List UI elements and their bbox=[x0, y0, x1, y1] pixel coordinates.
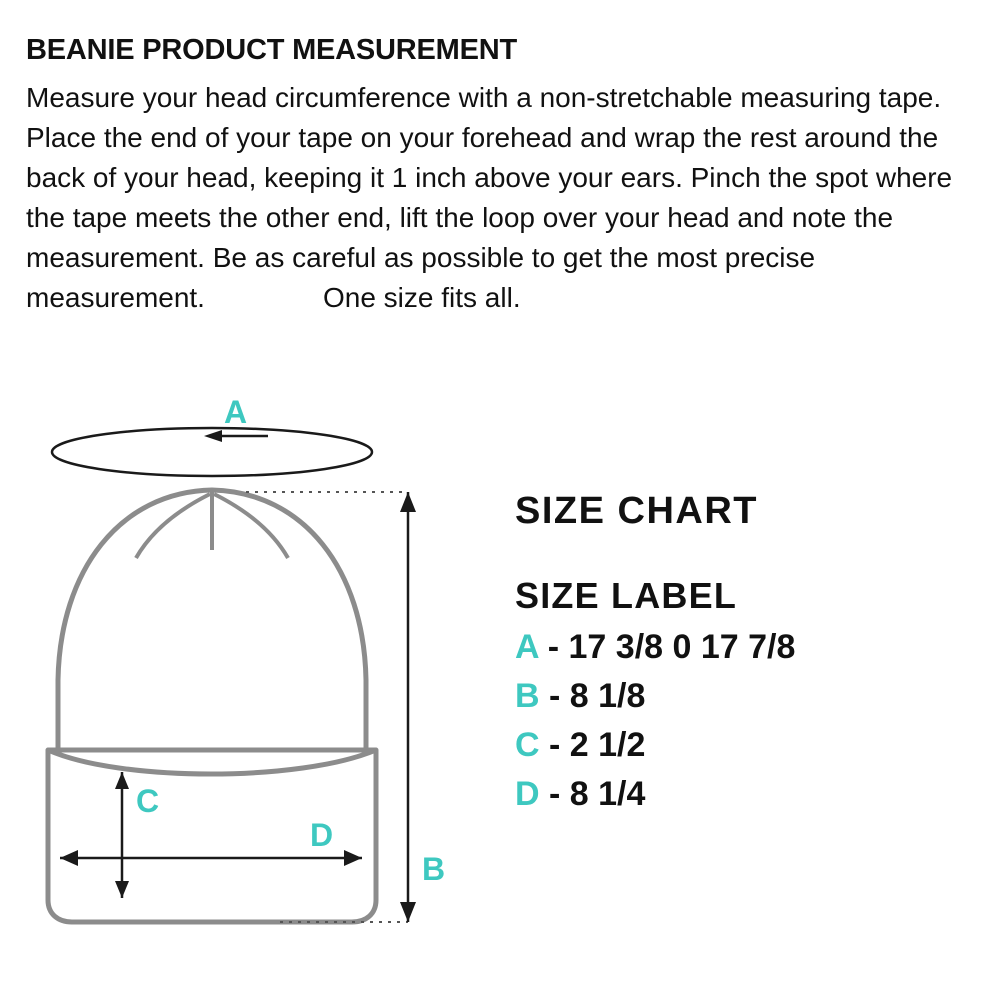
size-row-value: - 8 1/4 bbox=[549, 775, 646, 813]
size-row-value: - 8 1/8 bbox=[549, 677, 646, 715]
page-title: BEANIE PRODUCT MEASUREMENT bbox=[26, 34, 518, 66]
size-row bbox=[515, 721, 985, 770]
beanie-diagram bbox=[0, 380, 500, 960]
size-row-key: C bbox=[515, 726, 540, 764]
label-c: C bbox=[136, 783, 160, 819]
dimension-d-arrow-left bbox=[60, 850, 78, 866]
dimension-d-arrow-right bbox=[344, 850, 362, 866]
dimension-b-arrow-bottom bbox=[400, 902, 416, 922]
size-row-key: A bbox=[515, 628, 539, 666]
measurement-instructions bbox=[26, 78, 956, 318]
label-d: D bbox=[310, 817, 334, 853]
circumference-arrowhead bbox=[204, 430, 222, 442]
size-row-value: - 17 3/8 0 17 7/8 bbox=[547, 628, 796, 666]
size-row bbox=[515, 623, 985, 672]
size-chart bbox=[515, 490, 985, 819]
dimension-c-arrow-top bbox=[115, 772, 129, 789]
dimension-c-arrow-bottom bbox=[115, 881, 129, 898]
label-b: B bbox=[422, 851, 446, 887]
size-label-heading: SIZE LABEL bbox=[515, 575, 738, 616]
one-size-note: One size fits all. bbox=[322, 282, 521, 313]
size-row-value: - 2 1/2 bbox=[549, 726, 646, 764]
size-chart-title: SIZE CHART bbox=[515, 490, 758, 532]
size-row-key: D bbox=[515, 775, 540, 813]
label-a: A bbox=[224, 394, 248, 430]
size-row-key: B bbox=[515, 677, 540, 715]
instructions-text: Measure your head circumference with a non-stretchable measuring tape. Place the end of your tape on your forehead and wrap the rest around the back of your head, keeping it 1 inch above your ears. Pinch the spot where the tape meets the other end, lift the loop over your head and note the measurement. Be as careful as possible to get the most precise measurement. bbox=[26, 82, 953, 313]
dimension-b-arrow-top bbox=[400, 492, 416, 512]
beanie-diagram-svg bbox=[0, 380, 500, 960]
size-row bbox=[515, 672, 985, 721]
size-row bbox=[515, 770, 985, 819]
cuff-top-curve bbox=[48, 750, 376, 774]
